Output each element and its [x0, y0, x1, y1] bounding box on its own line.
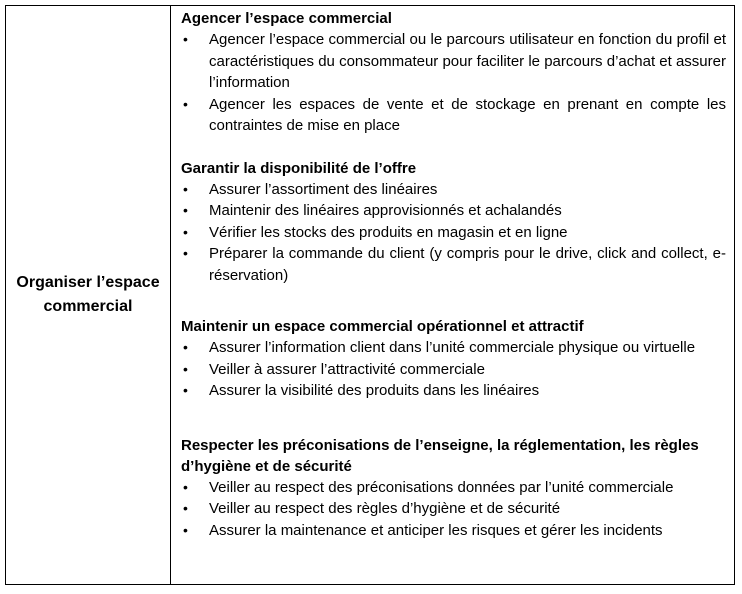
row-content-cell	[171, 6, 735, 585]
section-title: Garantir la disponibilité de l’offre	[181, 159, 417, 177]
list-item-text: Agencer l’espace commercial ou le parcours utilisateur en fonction du profil et caractéristiques du consommateur pour faciliter le parcours d’achat et assurer l’information	[209, 31, 726, 91]
row-heading: Organiser l’espace commercial	[16, 274, 160, 315]
list-item	[181, 222, 726, 244]
section-title: Respecter les préconisations de l’enseigne, la réglementation, les règles d’hygiène et de sécurité	[181, 436, 699, 475]
section-disponibilite	[181, 158, 726, 287]
list-item	[181, 380, 726, 402]
section-espace-operationnel	[181, 316, 726, 402]
bullet-icon: •	[183, 339, 188, 355]
bullet-icon: •	[183, 95, 188, 112]
list-item	[181, 477, 726, 499]
bullet-list	[181, 179, 726, 287]
bullet-list	[181, 29, 726, 137]
list-item-text: Vérifier les stocks des produits en magasin et en ligne	[209, 223, 568, 241]
section-preconisations	[181, 435, 726, 542]
list-item	[181, 337, 726, 359]
section-agencer	[181, 8, 726, 137]
bullet-icon: •	[183, 500, 188, 516]
bullet-icon: •	[183, 245, 188, 261]
bullet-icon: •	[183, 360, 188, 377]
list-item-text: Maintenir des linéaires approvisionnés et achalandés	[209, 202, 562, 219]
bullet-icon: •	[183, 202, 188, 218]
section-title: Agencer l’espace commercial	[181, 10, 392, 27]
list-item	[181, 200, 726, 222]
bullet-icon: •	[183, 180, 188, 197]
list-item	[181, 29, 726, 94]
bullet-icon: •	[183, 31, 188, 47]
list-item-text: Assurer la maintenance et anticiper les risques et gérer les incidents	[209, 521, 663, 539]
list-item-text: Assurer l’information client dans l’unité commerciale physique ou virtuelle	[209, 339, 696, 356]
bullet-list	[181, 477, 726, 542]
bullet-list	[181, 337, 726, 402]
list-item	[181, 179, 726, 201]
list-item-text: Veiller au respect des préconisations données par l’unité commerciale	[209, 478, 674, 496]
list-item	[181, 243, 726, 286]
list-item-text: Assurer l’assortiment des linéaires	[209, 180, 438, 198]
list-item-text: Assurer la visibilité des produits dans les linéaires	[209, 382, 540, 399]
list-item-text: Veiller à assurer l’attractivité commerciale	[209, 360, 485, 378]
row-heading-cell	[6, 6, 171, 585]
list-item	[181, 498, 726, 520]
list-item-text: Agencer les espaces de vente et de stockage en prenant en compte les contraintes de mise en place	[209, 95, 726, 134]
list-item	[181, 359, 726, 381]
list-item	[181, 520, 726, 542]
bullet-icon: •	[183, 382, 188, 398]
list-item-text: Veiller au respect des règles d’hygiène et de sécurité	[209, 500, 561, 517]
bullet-icon: •	[183, 223, 188, 240]
list-item-text: Préparer la commande du client (y compris pour le drive, click and collect, e-réservation)	[209, 245, 726, 284]
bullet-icon: •	[183, 521, 188, 538]
competency-table	[5, 5, 735, 585]
bullet-icon: •	[183, 478, 188, 495]
table-row	[6, 6, 735, 585]
section-title: Maintenir un espace commercial opérationnel et attractif	[181, 318, 584, 335]
list-item	[181, 94, 726, 137]
